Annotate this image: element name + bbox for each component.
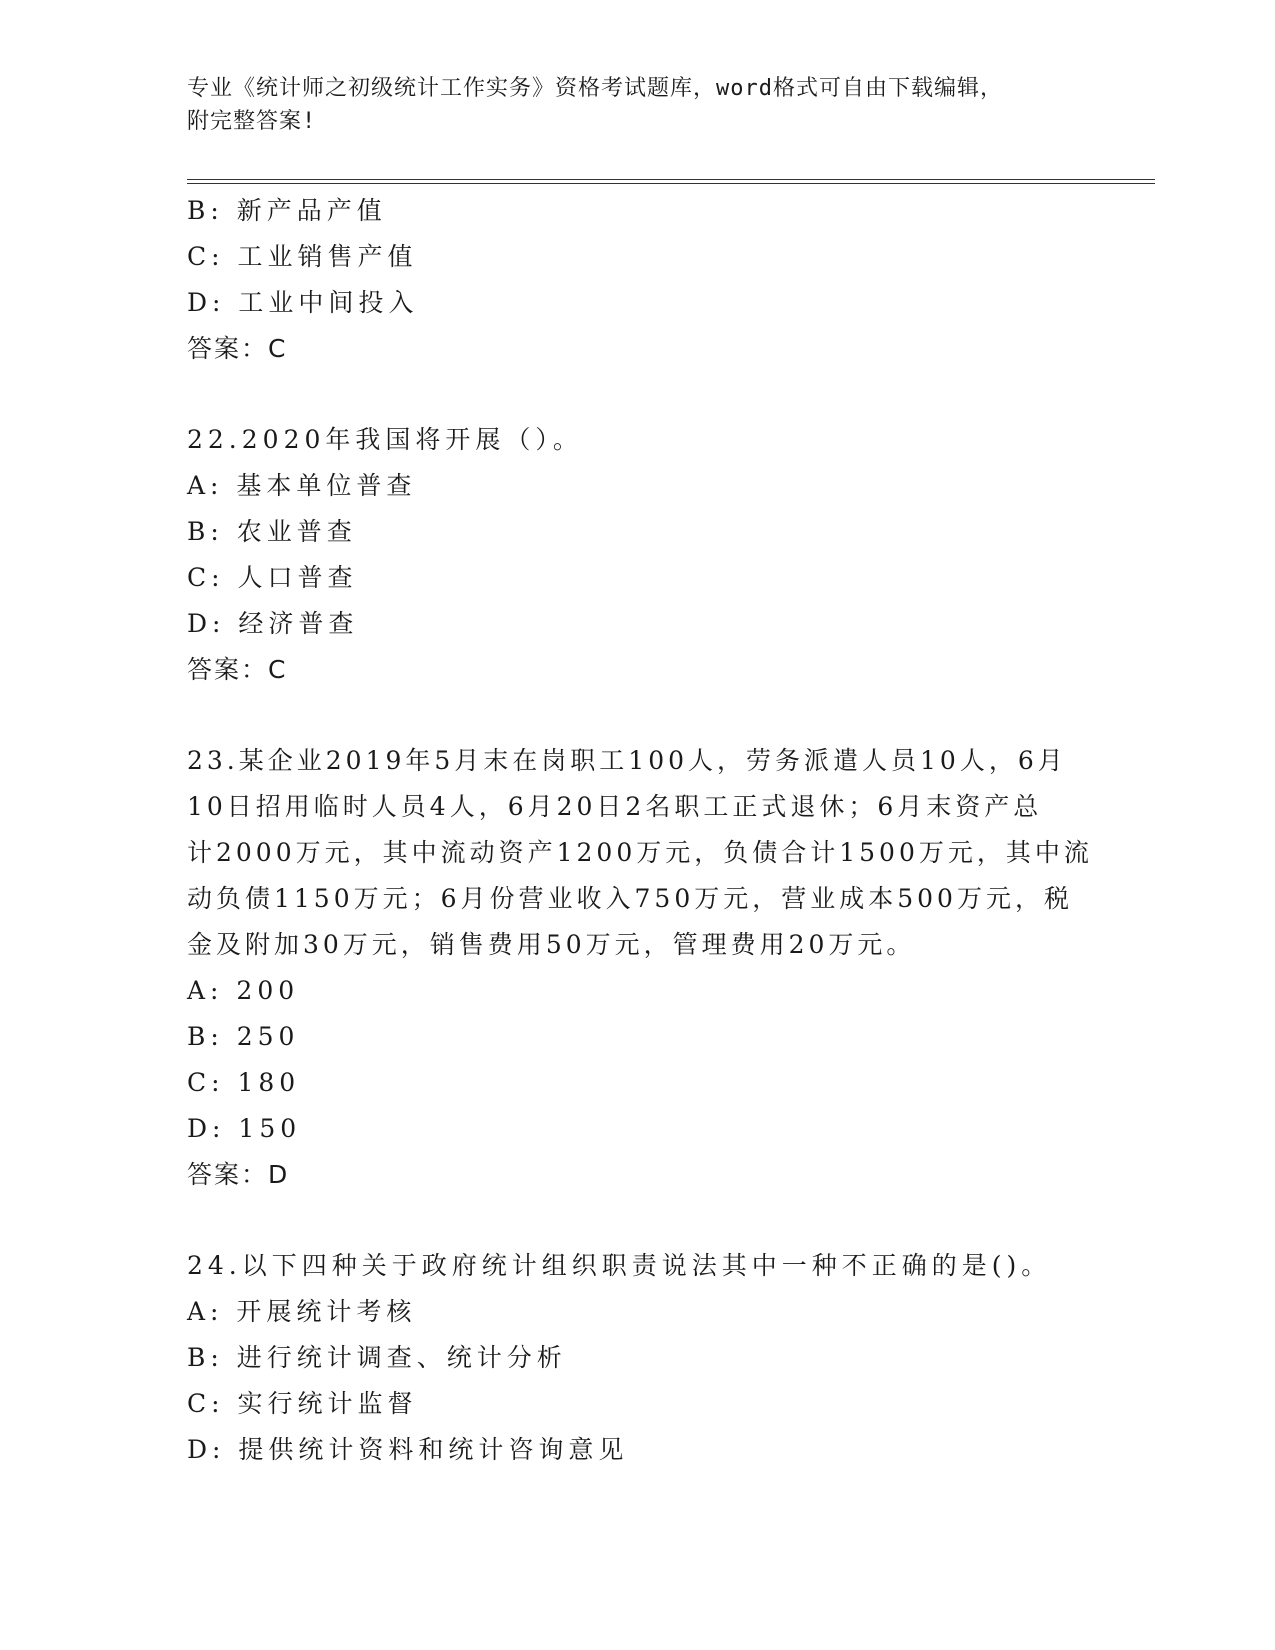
answer-line: 答案：C	[187, 334, 288, 363]
question-21-tail	[187, 188, 1087, 372]
option-a: A: 开展统计考核	[187, 1297, 417, 1326]
option-a: A: 基本单位普查	[187, 471, 417, 500]
option-c: C: 实行统计监督	[187, 1389, 418, 1418]
question-24	[187, 1243, 1087, 1473]
option-b: B: 新产品产值	[187, 196, 387, 225]
question-stem: 22.2020年我国将开展（）。	[187, 425, 583, 454]
answer-line: 答案：D	[187, 1160, 290, 1189]
answer-line: 答案：C	[187, 655, 288, 684]
option-c: C: 工业销售产值	[187, 242, 418, 271]
header-line-1: 专业《统计师之初级统计工作实务》资格考试题库，word格式可自由下载编辑，	[187, 76, 1003, 101]
option-d: D: 提供统计资料和统计咨询意见	[187, 1435, 629, 1464]
question-23	[187, 738, 1093, 1198]
stem-line: 23.某企业2019年5月末在岗职工100人，劳务派遣人员10人，6月	[187, 746, 1067, 775]
option-b: B: 250	[187, 1022, 300, 1051]
header-line-2: 附完整答案!	[187, 109, 317, 134]
header-divider	[187, 179, 1155, 180]
option-d: D: 经济普查	[187, 609, 359, 638]
document-header	[187, 72, 1087, 138]
option-c: C: 人口普查	[187, 563, 358, 592]
stem-line: 动负债1150万元；6月份营业收入750万元，营业成本500万元，税	[187, 884, 1073, 913]
option-d: D: 工业中间投入	[187, 288, 419, 317]
stem-line: 金及附加30万元，销售费用50万元，管理费用20万元。	[187, 930, 916, 959]
option-d: D: 150	[187, 1114, 302, 1143]
option-c: C: 180	[187, 1068, 301, 1097]
header-divider-second	[187, 183, 1155, 184]
option-a: A: 200	[187, 976, 300, 1005]
option-b: B: 农业普查	[187, 517, 357, 546]
question-stem: 24.以下四种关于政府统计组织职责说法其中一种不正确的是()。	[187, 1251, 1052, 1280]
stem-line: 计2000万元，其中流动资产1200万元，负债合计1500万元，其中流	[187, 838, 1093, 867]
question-22	[187, 417, 1087, 693]
stem-line: 10日招用临时人员4人，6月20日2名职工正式退休；6月末资产总	[187, 792, 1043, 821]
option-b: B: 进行统计调查、统计分析	[187, 1343, 567, 1372]
question-content	[187, 188, 1093, 1473]
question-stem	[187, 738, 1093, 968]
